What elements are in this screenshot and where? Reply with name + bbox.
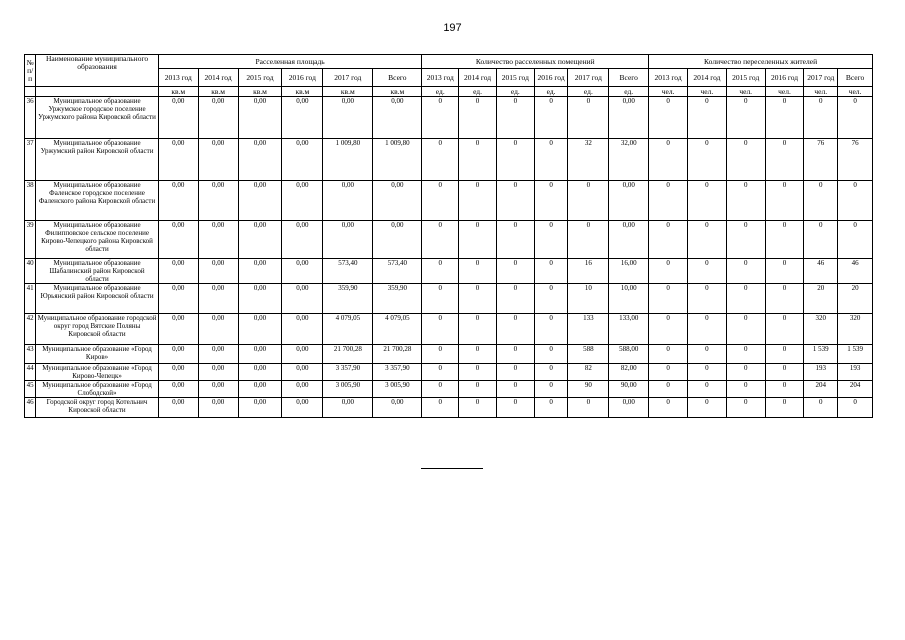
- residents-value-cell: 193: [804, 364, 838, 381]
- premises-value-cell: 0: [534, 97, 568, 139]
- area-value-cell: 1 009,80: [323, 139, 373, 181]
- area-value-cell: 3 005,90: [323, 381, 373, 398]
- area-value-cell: 0,00: [282, 139, 323, 181]
- header-area-unit: кв.м: [282, 87, 323, 97]
- header-residents-year: 2013 год: [649, 69, 688, 87]
- premises-value-cell: 0: [459, 139, 497, 181]
- table-row: [25, 181, 873, 221]
- area-value-cell: 3 357,90: [323, 364, 373, 381]
- premises-value-cell: 0: [459, 97, 497, 139]
- header-premises-year: Всего: [609, 69, 649, 87]
- header-residents-unit: чел.: [687, 87, 726, 97]
- table-row: [25, 364, 873, 381]
- residents-value-cell: 0: [687, 398, 726, 418]
- area-value-cell: 4 079,05: [323, 314, 373, 345]
- residents-value-cell: 0: [804, 97, 838, 139]
- premises-value-cell: 0: [496, 221, 534, 259]
- residents-value-cell: 193: [838, 364, 873, 381]
- area-value-cell: 0,00: [282, 221, 323, 259]
- residents-value-cell: 0: [726, 398, 765, 418]
- premises-value-cell: 0: [459, 398, 497, 418]
- premises-value-cell: 0: [568, 221, 609, 259]
- row-number: 42: [25, 314, 36, 345]
- residents-value-cell: 0: [687, 259, 726, 284]
- area-value-cell: 0,00: [238, 398, 282, 418]
- area-value-cell: 0,00: [373, 181, 422, 221]
- area-value-cell: 0,00: [282, 181, 323, 221]
- residents-value-cell: 0: [726, 97, 765, 139]
- premises-value-cell: 0: [534, 345, 568, 364]
- table-row: [25, 221, 873, 259]
- header-area-unit: кв.м: [198, 87, 238, 97]
- area-value-cell: 0,00: [198, 398, 238, 418]
- area-value-cell: 0,00: [238, 381, 282, 398]
- residents-value-cell: 0: [687, 314, 726, 345]
- header-residents-year: Всего: [838, 69, 873, 87]
- premises-value-cell: 16: [568, 259, 609, 284]
- row-number: 39: [25, 221, 36, 259]
- premises-value-cell: 32,00: [609, 139, 649, 181]
- header-residents-year: 2015 год: [726, 69, 765, 87]
- premises-value-cell: 0: [459, 284, 497, 314]
- resettlement-table: [24, 54, 873, 418]
- area-value-cell: 0,00: [198, 97, 238, 139]
- residents-value-cell: 0: [687, 139, 726, 181]
- area-value-cell: 0,00: [373, 398, 422, 418]
- area-value-cell: 3 005,90: [373, 381, 422, 398]
- header-premises-unit: ед.: [496, 87, 534, 97]
- header-residents-unit: чел.: [838, 87, 873, 97]
- premises-value-cell: 0: [422, 221, 459, 259]
- premises-value-cell: 90,00: [609, 381, 649, 398]
- premises-value-cell: 0: [534, 139, 568, 181]
- area-value-cell: 0,00: [238, 364, 282, 381]
- header-premises-unit: ед.: [422, 87, 459, 97]
- table-body: [25, 97, 873, 418]
- premises-value-cell: 0: [422, 97, 459, 139]
- header-premises-year: 2016 год: [534, 69, 568, 87]
- area-value-cell: 0,00: [373, 97, 422, 139]
- residents-value-cell: 0: [687, 97, 726, 139]
- area-value-cell: 0,00: [323, 398, 373, 418]
- table-row: [25, 314, 873, 345]
- header-name: Наименование муниципального образования: [36, 55, 159, 87]
- header-residents-unit: чел.: [765, 87, 804, 97]
- premises-value-cell: 0: [459, 259, 497, 284]
- residents-value-cell: 0: [765, 139, 804, 181]
- residents-value-cell: 76: [838, 139, 873, 181]
- area-value-cell: 0,00: [282, 345, 323, 364]
- area-value-cell: 0,00: [198, 314, 238, 345]
- municipality-name: Муниципальное образование Уржумский район Кировской области: [36, 139, 159, 181]
- area-value-cell: 4 079,05: [373, 314, 422, 345]
- municipality-name: Муниципальное образование городской округ город Вятские Поляны Кировской области: [36, 314, 159, 345]
- table-row: [25, 97, 873, 139]
- header-residents-unit: чел.: [649, 87, 688, 97]
- header-premises-unit: ед.: [568, 87, 609, 97]
- premises-value-cell: 0: [568, 181, 609, 221]
- area-value-cell: 0,00: [158, 345, 198, 364]
- area-value-cell: 0,00: [158, 364, 198, 381]
- premises-value-cell: 0: [534, 284, 568, 314]
- area-value-cell: 3 357,90: [373, 364, 422, 381]
- premises-value-cell: 0: [534, 259, 568, 284]
- table-row: [25, 284, 873, 314]
- area-value-cell: 0,00: [198, 284, 238, 314]
- premises-value-cell: 0: [422, 259, 459, 284]
- area-value-cell: 0,00: [198, 221, 238, 259]
- area-value-cell: 0,00: [238, 259, 282, 284]
- header-group-area: Расселенная площадь: [158, 55, 422, 69]
- residents-value-cell: 0: [649, 314, 688, 345]
- area-value-cell: 0,00: [158, 139, 198, 181]
- residents-value-cell: 0: [649, 345, 688, 364]
- premises-value-cell: 0: [496, 398, 534, 418]
- residents-value-cell: 0: [726, 314, 765, 345]
- area-value-cell: 0,00: [158, 381, 198, 398]
- residents-value-cell: 0: [687, 181, 726, 221]
- premises-value-cell: 0: [422, 398, 459, 418]
- area-value-cell: 0,00: [158, 314, 198, 345]
- header-area-unit: кв.м: [238, 87, 282, 97]
- residents-value-cell: 0: [838, 221, 873, 259]
- area-value-cell: 0,00: [238, 97, 282, 139]
- premises-value-cell: 0: [534, 364, 568, 381]
- area-value-cell: 0,00: [198, 139, 238, 181]
- area-value-cell: 359,90: [323, 284, 373, 314]
- premises-value-cell: 0: [459, 221, 497, 259]
- header-no: № п/п: [25, 55, 36, 87]
- premises-value-cell: 0: [496, 364, 534, 381]
- residents-value-cell: 0: [687, 345, 726, 364]
- premises-value-cell: 0: [496, 259, 534, 284]
- residents-value-cell: 0: [804, 221, 838, 259]
- premises-value-cell: 0: [422, 314, 459, 345]
- area-value-cell: 21 700,28: [373, 345, 422, 364]
- residents-value-cell: 20: [838, 284, 873, 314]
- header-residents-unit: чел.: [726, 87, 765, 97]
- premises-value-cell: 0: [534, 181, 568, 221]
- row-number: 38: [25, 181, 36, 221]
- header-residents-unit: чел.: [804, 87, 838, 97]
- premises-value-cell: 0: [496, 181, 534, 221]
- residents-value-cell: 0: [765, 181, 804, 221]
- residents-value-cell: 0: [765, 314, 804, 345]
- residents-value-cell: 1 539: [838, 345, 873, 364]
- header-group-residents: Количество переселенных жителей: [649, 55, 873, 69]
- row-number: 45: [25, 381, 36, 398]
- residents-value-cell: 0: [649, 97, 688, 139]
- residents-value-cell: 76: [804, 139, 838, 181]
- premises-value-cell: 0: [422, 345, 459, 364]
- row-number: 40: [25, 259, 36, 284]
- residents-value-cell: 0: [838, 97, 873, 139]
- residents-value-cell: 46: [838, 259, 873, 284]
- unit-cell-empty: [25, 87, 36, 97]
- premises-value-cell: 82,00: [609, 364, 649, 381]
- premises-value-cell: 588: [568, 345, 609, 364]
- header-premises-unit: ед.: [459, 87, 497, 97]
- premises-value-cell: 90: [568, 381, 609, 398]
- residents-value-cell: 0: [804, 181, 838, 221]
- residents-value-cell: 0: [726, 284, 765, 314]
- area-value-cell: 0,00: [198, 345, 238, 364]
- residents-value-cell: 0: [649, 364, 688, 381]
- residents-value-cell: 1 539: [804, 345, 838, 364]
- residents-value-cell: 0: [726, 139, 765, 181]
- row-number: 41: [25, 284, 36, 314]
- residents-value-cell: 0: [649, 221, 688, 259]
- header-residents-year: 2014 год: [687, 69, 726, 87]
- unit-cell-empty: [36, 87, 159, 97]
- residents-value-cell: 0: [649, 381, 688, 398]
- header-premises-unit: ед.: [609, 87, 649, 97]
- area-value-cell: 0,00: [238, 314, 282, 345]
- area-value-cell: 0,00: [238, 221, 282, 259]
- row-number: 44: [25, 364, 36, 381]
- premises-value-cell: 0: [534, 221, 568, 259]
- table-row: [25, 345, 873, 364]
- municipality-name: Муниципальное образование Юрьянский район Кировской области: [36, 284, 159, 314]
- premises-value-cell: 0: [496, 284, 534, 314]
- premises-value-cell: 133,00: [609, 314, 649, 345]
- header-premises-year: 2013 год: [422, 69, 459, 87]
- area-value-cell: 0,00: [158, 398, 198, 418]
- premises-value-cell: 133: [568, 314, 609, 345]
- residents-value-cell: 0: [765, 345, 804, 364]
- header-area-year: 2014 год: [198, 69, 238, 87]
- residents-value-cell: 0: [726, 381, 765, 398]
- premises-value-cell: 0: [496, 314, 534, 345]
- residents-value-cell: 0: [687, 364, 726, 381]
- premises-value-cell: 0: [422, 181, 459, 221]
- area-value-cell: 0,00: [323, 97, 373, 139]
- header-area-year: 2017 год: [323, 69, 373, 87]
- area-value-cell: 0,00: [323, 221, 373, 259]
- premises-value-cell: 82: [568, 364, 609, 381]
- header-area-year: 2016 год: [282, 69, 323, 87]
- municipality-name: Муниципальное образование Уржумское городское поселение Уржумского района Кировской области: [36, 97, 159, 139]
- header-area-unit: кв.м: [158, 87, 198, 97]
- area-value-cell: 0,00: [158, 97, 198, 139]
- area-value-cell: 359,90: [373, 284, 422, 314]
- table-header: [25, 55, 873, 97]
- bottom-rule: [421, 468, 483, 469]
- residents-value-cell: 0: [649, 284, 688, 314]
- area-value-cell: 0,00: [323, 181, 373, 221]
- residents-value-cell: 0: [765, 364, 804, 381]
- area-value-cell: 573,40: [373, 259, 422, 284]
- premises-value-cell: 0: [459, 381, 497, 398]
- residents-value-cell: 0: [838, 398, 873, 418]
- premises-value-cell: 10: [568, 284, 609, 314]
- residents-value-cell: 204: [838, 381, 873, 398]
- premises-value-cell: 0: [422, 139, 459, 181]
- residents-value-cell: 0: [687, 284, 726, 314]
- premises-value-cell: 0: [459, 345, 497, 364]
- row-number: 36: [25, 97, 36, 139]
- header-area-unit: кв.м: [323, 87, 373, 97]
- municipality-name: Муниципальное образование «Город Киров»: [36, 345, 159, 364]
- residents-value-cell: 320: [804, 314, 838, 345]
- residents-value-cell: 0: [649, 259, 688, 284]
- area-value-cell: 21 700,28: [323, 345, 373, 364]
- municipality-name: Муниципальное образование «Город Слободской»: [36, 381, 159, 398]
- residents-value-cell: 0: [726, 259, 765, 284]
- premises-value-cell: 0: [459, 314, 497, 345]
- area-value-cell: 0,00: [158, 259, 198, 284]
- residents-value-cell: 0: [765, 97, 804, 139]
- premises-value-cell: 32: [568, 139, 609, 181]
- residents-value-cell: 0: [765, 259, 804, 284]
- residents-value-cell: 20: [804, 284, 838, 314]
- premises-value-cell: 0,00: [609, 221, 649, 259]
- residents-value-cell: 0: [726, 221, 765, 259]
- residents-value-cell: 0: [804, 398, 838, 418]
- area-value-cell: 0,00: [198, 259, 238, 284]
- residents-value-cell: 0: [765, 284, 804, 314]
- area-value-cell: 0,00: [282, 259, 323, 284]
- area-value-cell: 0,00: [238, 139, 282, 181]
- premises-value-cell: 0: [534, 398, 568, 418]
- residents-value-cell: 320: [838, 314, 873, 345]
- premises-value-cell: 0,00: [609, 398, 649, 418]
- residents-value-cell: 0: [726, 345, 765, 364]
- residents-value-cell: 0: [687, 381, 726, 398]
- area-value-cell: 0,00: [158, 181, 198, 221]
- residents-value-cell: 0: [649, 139, 688, 181]
- premises-value-cell: 0: [568, 97, 609, 139]
- municipality-name: Муниципальное образование «Город Кирово-Чепецк»: [36, 364, 159, 381]
- premises-value-cell: 0: [422, 381, 459, 398]
- area-value-cell: 573,40: [323, 259, 373, 284]
- premises-value-cell: 0: [422, 284, 459, 314]
- premises-value-cell: 0,00: [609, 97, 649, 139]
- header-premises-year: 2017 год: [568, 69, 609, 87]
- residents-value-cell: 0: [765, 398, 804, 418]
- table-row: [25, 139, 873, 181]
- area-value-cell: 0,00: [373, 221, 422, 259]
- residents-value-cell: 0: [765, 381, 804, 398]
- residents-value-cell: 0: [726, 181, 765, 221]
- area-value-cell: 0,00: [198, 381, 238, 398]
- municipality-name: Городской округ город Котельнич Кировской области: [36, 398, 159, 418]
- area-value-cell: 0,00: [282, 364, 323, 381]
- area-value-cell: 0,00: [282, 284, 323, 314]
- header-residents-year: 2017 год: [804, 69, 838, 87]
- row-number: 46: [25, 398, 36, 418]
- table-row: [25, 381, 873, 398]
- header-premises-year: 2014 год: [459, 69, 497, 87]
- area-value-cell: 0,00: [282, 381, 323, 398]
- area-value-cell: 0,00: [198, 364, 238, 381]
- municipality-name: Муниципальное образование Фаленское городское поселение Фаленского района Кировской области: [36, 181, 159, 221]
- residents-value-cell: 0: [726, 364, 765, 381]
- premises-value-cell: 0: [459, 364, 497, 381]
- premises-value-cell: 588,00: [609, 345, 649, 364]
- premises-value-cell: 0: [459, 181, 497, 221]
- header-area-year: Всего: [373, 69, 422, 87]
- residents-value-cell: 0: [765, 221, 804, 259]
- header-area-unit: кв.м: [373, 87, 422, 97]
- header-area-year: 2013 год: [158, 69, 198, 87]
- residents-value-cell: 46: [804, 259, 838, 284]
- header-group-premises: Количество расселенных помещений: [422, 55, 649, 69]
- premises-value-cell: 0,00: [609, 181, 649, 221]
- residents-value-cell: 0: [838, 181, 873, 221]
- area-value-cell: 0,00: [282, 398, 323, 418]
- premises-value-cell: 16,00: [609, 259, 649, 284]
- area-value-cell: 0,00: [238, 345, 282, 364]
- premises-value-cell: 0: [496, 381, 534, 398]
- area-value-cell: 0,00: [198, 181, 238, 221]
- residents-value-cell: 204: [804, 381, 838, 398]
- residents-value-cell: 0: [649, 398, 688, 418]
- residents-value-cell: 0: [649, 181, 688, 221]
- premises-value-cell: 0: [568, 398, 609, 418]
- area-value-cell: 1 009,80: [373, 139, 422, 181]
- row-number: 37: [25, 139, 36, 181]
- header-area-year: 2015 год: [238, 69, 282, 87]
- area-value-cell: 0,00: [282, 97, 323, 139]
- table-row: [25, 259, 873, 284]
- table-row: [25, 398, 873, 418]
- municipality-name: Муниципальное образование Шабалинский район Кировской области: [36, 259, 159, 284]
- premises-value-cell: 0: [534, 314, 568, 345]
- premises-value-cell: 0: [422, 364, 459, 381]
- premises-value-cell: 0: [534, 381, 568, 398]
- area-value-cell: 0,00: [158, 284, 198, 314]
- area-value-cell: 0,00: [238, 284, 282, 314]
- row-number: 43: [25, 345, 36, 364]
- premises-value-cell: 0: [496, 97, 534, 139]
- premises-value-cell: 10,00: [609, 284, 649, 314]
- header-residents-year: 2016 год: [765, 69, 804, 87]
- page-number: 197: [443, 22, 462, 34]
- header-premises-unit: ед.: [534, 87, 568, 97]
- premises-value-cell: 0: [496, 139, 534, 181]
- area-value-cell: 0,00: [282, 314, 323, 345]
- area-value-cell: 0,00: [238, 181, 282, 221]
- residents-value-cell: 0: [687, 221, 726, 259]
- area-value-cell: 0,00: [158, 221, 198, 259]
- municipality-name: Муниципальное образование Филипповское сельское поселение Кирово-Чепецкого района Кировской области: [36, 221, 159, 259]
- premises-value-cell: 0: [496, 345, 534, 364]
- header-premises-year: 2015 год: [496, 69, 534, 87]
